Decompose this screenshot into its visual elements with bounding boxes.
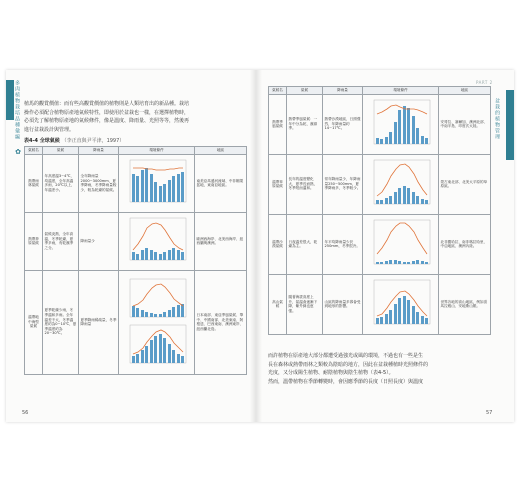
table-row bbox=[269, 214, 491, 274]
row-climograph bbox=[363, 94, 439, 154]
table-row bbox=[25, 212, 247, 270]
row-rain: 夏季降雨稀疏量，冬季降雨量 bbox=[79, 270, 119, 374]
row-desc: 年高度溫3~4℃，均溫度，全年高溫多雨，20℃以上，年溫差小。 bbox=[43, 154, 79, 212]
book-gutter bbox=[250, 70, 262, 422]
right-body-paragraph bbox=[268, 352, 492, 386]
row-region: 歐洲西海岸、北美西海岸、紐西蘭與澳洲。 bbox=[195, 212, 247, 270]
row-region: 北非撒哈拉、南非喀拉哈里、中亞地區、澳洲內陸。 bbox=[439, 214, 491, 274]
row-rain: 山區的降雨量多寡會受到地形的影響。 bbox=[323, 274, 363, 334]
row-desc: 熱帶季風氣候：一年中分為乾、濕兩季。 bbox=[287, 94, 323, 154]
table-row bbox=[269, 274, 491, 334]
body-line: 光度，又分成陽生植物、耐陰植物與陰生植物（表4-5）。 bbox=[268, 370, 394, 376]
header-desc: 氣候 bbox=[43, 147, 79, 155]
row-region: 南美亞馬遜河流域、中非剛果盆地，東南亞地區。 bbox=[195, 154, 247, 212]
intro-line: 進行盆栽設計與管理。 bbox=[24, 126, 75, 133]
table-row bbox=[269, 154, 491, 214]
header-region: 地區 bbox=[439, 87, 491, 95]
row-climograph bbox=[119, 270, 195, 374]
row-climograph bbox=[119, 154, 195, 212]
caption-title: 全球氣候 bbox=[39, 138, 60, 144]
table-header-row bbox=[269, 87, 491, 95]
table-header-row bbox=[25, 147, 247, 155]
header-rain: 降雨量 bbox=[323, 87, 363, 95]
climograph-chart bbox=[122, 322, 192, 368]
row-region: 蒙古東北部、北美大平原的草原區。 bbox=[439, 154, 491, 214]
row-rain: 熱帶沙漠地區，日照強烈，年降雨量約14~17℃。 bbox=[323, 94, 363, 154]
row-desc: 日夜溫差很大，乾燥為主。 bbox=[287, 214, 323, 274]
climograph-chart bbox=[122, 276, 192, 322]
row-desc: 長年的溫度變化大，夏季長而熱，冬季短而溫和。 bbox=[287, 154, 323, 214]
caption-source: （李正直與尹平津，1997） bbox=[61, 138, 125, 144]
row-region: 安哥拉、塞爾加、澳洲北部、中南半島、印度次大陸。 bbox=[439, 94, 491, 154]
row-climate: 溫帶沙漠氣候 bbox=[269, 214, 287, 274]
row-rain: 降雨量少 bbox=[79, 212, 119, 270]
right-section-tab bbox=[506, 90, 514, 160]
right-running-title: 盆栽的植物管理 bbox=[494, 98, 500, 140]
row-climate: 熱帶莽原氣候 bbox=[25, 212, 43, 270]
climograph-chart bbox=[366, 216, 436, 272]
row-climate: 溫帶地中海型氣候 bbox=[25, 270, 43, 374]
row-rain: 年平均降雨量少於250mm，冬季很冷。 bbox=[323, 214, 363, 274]
intro-line: 操作必須配合植物原產地氣候特性，即使用於盆栽也一樣，在選擇植物時， bbox=[24, 109, 190, 116]
left-page-number: 56 bbox=[22, 410, 29, 416]
climate-table-right bbox=[268, 86, 491, 335]
row-region: 日本南部、東亞季風氣候、華中、中國南部、北美東南、阿根廷、巴西東南、澳洲東岸、紐西蘭北島。 bbox=[195, 270, 247, 374]
table-row bbox=[269, 94, 491, 154]
header-region: 地區 bbox=[195, 147, 247, 155]
header-climate: 氣候名 bbox=[269, 87, 287, 95]
row-rain: 常年降雨量少，年降雨量250~500mm，夏季降雨多，冬季較少。 bbox=[323, 154, 363, 214]
climograph-chart bbox=[122, 156, 192, 210]
table-caption bbox=[24, 137, 124, 144]
climograph-chart bbox=[366, 276, 436, 332]
row-climograph bbox=[363, 154, 439, 214]
row-desc: 隨著海拔高度上升，氣溫會逐漸下降，紫外線也愈強。 bbox=[287, 274, 323, 334]
climograph-chart bbox=[122, 214, 192, 268]
climograph-chart bbox=[366, 156, 436, 212]
row-climograph bbox=[119, 212, 195, 270]
row-desc: 氣候炎熱，全年高溫，冬季乾燥，夏季多雨，有乾濕季之分。 bbox=[43, 212, 79, 270]
header-rain: 降雨量 bbox=[79, 147, 119, 155]
left-section-tab bbox=[6, 80, 14, 120]
right-page-number: 57 bbox=[486, 410, 493, 416]
caption-number: 表4-4 bbox=[24, 138, 39, 144]
header-desc: 氣候 bbox=[287, 87, 323, 95]
left-running-title: 多肉植物栽培品種彙編 bbox=[14, 80, 20, 140]
row-climograph bbox=[363, 214, 439, 274]
row-desc: 夏季乾燥少雨，冬季溫和多雨。全年溫差不大，冬季溫度約為0~10℃，夏季溫度約為20~30℃。 bbox=[43, 270, 79, 374]
row-region: 世界各地的高山地區，例如喜馬拉雅山、安地斯山脈。 bbox=[439, 274, 491, 334]
table-row bbox=[25, 154, 247, 212]
climate-table-left bbox=[24, 146, 247, 375]
body-line: 然而，溫帶植物在季節轉變時，會因應季節的長度（日照長度）與溫度 bbox=[268, 378, 424, 385]
plant-emblem-icon: ✿ bbox=[15, 148, 21, 156]
header-chart: 環境條件 bbox=[119, 147, 195, 155]
body-line: 長在森林或熱帶雨林之類較為陰暗的地方，因此在盆栽種植時光照條件的 bbox=[268, 361, 429, 368]
climograph-chart bbox=[366, 96, 436, 152]
header-climate: 氣候名 bbox=[25, 147, 43, 155]
intro-line: 必須先了解植物原產地的氣候條件，像是溫度、降雨量、光照等等，然後再 bbox=[24, 118, 190, 124]
part-label: PART 2 bbox=[476, 80, 493, 85]
body-line: 而許植物在原產地大部分都遭受過強光或風的環境，不過也有一些是生 bbox=[268, 353, 424, 359]
header-chart: 環境條件 bbox=[363, 87, 439, 95]
row-climograph bbox=[363, 274, 439, 334]
row-climate: 高山氣候 bbox=[269, 274, 287, 334]
row-climate: 溫帶草原氣候 bbox=[269, 154, 287, 214]
left-intro-paragraph bbox=[24, 100, 248, 134]
row-climate: 熱帶季風氣候 bbox=[269, 94, 287, 154]
table-row bbox=[25, 270, 247, 374]
intro-line: 植馬的觀賞價值：而有些高觀賞價值的植物則是人類培育出的新品種。栽培 bbox=[24, 101, 190, 107]
row-rain: 全年降雨量2000~3000mm，夏季降雨，冬季降雨量較少，較為乾燥的氣候。 bbox=[79, 154, 119, 212]
row-climate: 熱帶雨林氣候 bbox=[25, 154, 43, 212]
